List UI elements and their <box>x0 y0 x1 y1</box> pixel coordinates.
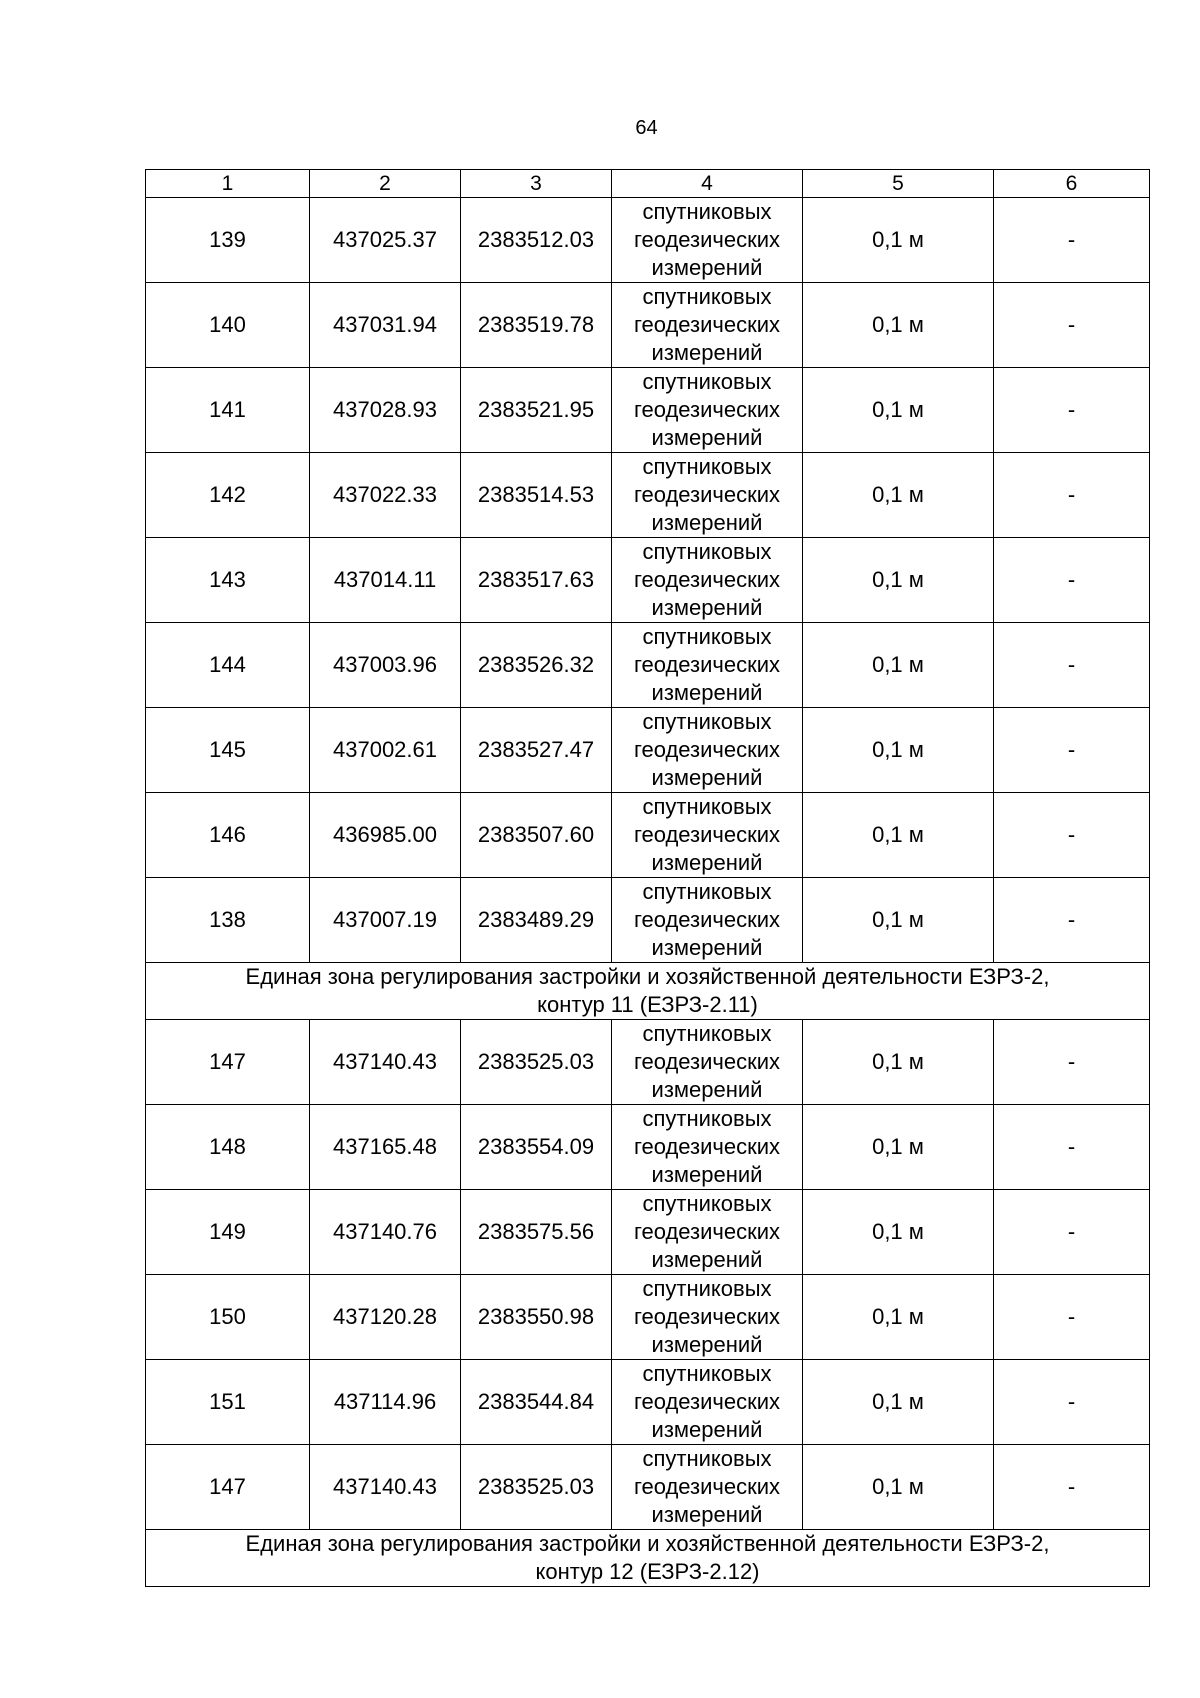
table-row <box>146 198 1150 283</box>
table-row <box>146 623 1150 708</box>
point-number-cell: 144 <box>146 623 310 708</box>
y-coordinate-cell: 2383521.95 <box>461 368 612 453</box>
note-cell: - <box>994 453 1150 538</box>
y-coordinate-cell: 2383526.32 <box>461 623 612 708</box>
y-coordinate-cell: 2383544.84 <box>461 1360 612 1445</box>
x-coordinate-cell: 437014.11 <box>310 538 461 623</box>
accuracy-cell: 0,1 м <box>803 283 994 368</box>
section-row <box>146 963 1150 1020</box>
note-cell: - <box>994 368 1150 453</box>
method-cell: спутниковых геодезических измерений <box>612 1105 803 1190</box>
table-row <box>146 878 1150 963</box>
table-body <box>146 170 1150 1587</box>
coordinates-table <box>145 169 1150 1587</box>
method-cell: спутниковых геодезических измерений <box>612 1445 803 1530</box>
method-cell: спутниковых геодезических измерений <box>612 1275 803 1360</box>
accuracy-cell: 0,1 м <box>803 368 994 453</box>
accuracy-cell: 0,1 м <box>803 198 994 283</box>
section-title <box>146 963 1150 1020</box>
x-coordinate-cell: 437025.37 <box>310 198 461 283</box>
header-cell: 3 <box>461 170 612 198</box>
point-number-cell: 140 <box>146 283 310 368</box>
table-row <box>146 453 1150 538</box>
method-cell: спутниковых геодезических измерений <box>612 708 803 793</box>
note-cell: - <box>994 793 1150 878</box>
method-cell: спутниковых геодезических измерений <box>612 793 803 878</box>
section-row <box>146 1530 1150 1587</box>
note-cell: - <box>994 1445 1150 1530</box>
method-cell: спутниковых геодезических измерений <box>612 1020 803 1105</box>
section-title-line: контур 12 (ЕЗРЗ-2.12) <box>535 1559 760 1584</box>
note-cell: - <box>994 1105 1150 1190</box>
y-coordinate-cell: 2383550.98 <box>461 1275 612 1360</box>
note-cell: - <box>994 1360 1150 1445</box>
table-row <box>146 1360 1150 1445</box>
point-number-cell: 146 <box>146 793 310 878</box>
point-number-cell: 148 <box>146 1105 310 1190</box>
note-cell: - <box>994 708 1150 793</box>
point-number-cell: 147 <box>146 1020 310 1105</box>
table-row <box>146 1020 1150 1105</box>
y-coordinate-cell: 2383512.03 <box>461 198 612 283</box>
table-row <box>146 283 1150 368</box>
method-cell: спутниковых геодезических измерений <box>612 538 803 623</box>
table-row <box>146 1445 1150 1530</box>
x-coordinate-cell: 437165.48 <box>310 1105 461 1190</box>
accuracy-cell: 0,1 м <box>803 623 994 708</box>
method-cell: спутниковых геодезических измерений <box>612 368 803 453</box>
point-number-cell: 149 <box>146 1190 310 1275</box>
accuracy-cell: 0,1 м <box>803 1360 994 1445</box>
note-cell: - <box>994 623 1150 708</box>
header-cell: 4 <box>612 170 803 198</box>
y-coordinate-cell: 2383554.09 <box>461 1105 612 1190</box>
x-coordinate-cell: 437031.94 <box>310 283 461 368</box>
accuracy-cell: 0,1 м <box>803 793 994 878</box>
accuracy-cell: 0,1 м <box>803 1445 994 1530</box>
header-cell: 6 <box>994 170 1150 198</box>
header-cell: 5 <box>803 170 994 198</box>
method-cell: спутниковых геодезических измерений <box>612 198 803 283</box>
method-cell: спутниковых геодезических измерений <box>612 878 803 963</box>
point-number-cell: 145 <box>146 708 310 793</box>
table-row <box>146 1190 1150 1275</box>
table-row <box>146 368 1150 453</box>
x-coordinate-cell: 437140.43 <box>310 1445 461 1530</box>
y-coordinate-cell: 2383525.03 <box>461 1445 612 1530</box>
accuracy-cell: 0,1 м <box>803 453 994 538</box>
x-coordinate-cell: 437007.19 <box>310 878 461 963</box>
method-cell: спутниковых геодезических измерений <box>612 283 803 368</box>
y-coordinate-cell: 2383525.03 <box>461 1020 612 1105</box>
accuracy-cell: 0,1 м <box>803 1105 994 1190</box>
point-number-cell: 143 <box>146 538 310 623</box>
accuracy-cell: 0,1 м <box>803 878 994 963</box>
header-row <box>146 170 1150 198</box>
table-row <box>146 793 1150 878</box>
table-row <box>146 1275 1150 1360</box>
point-number-cell: 142 <box>146 453 310 538</box>
y-coordinate-cell: 2383489.29 <box>461 878 612 963</box>
y-coordinate-cell: 2383519.78 <box>461 283 612 368</box>
point-number-cell: 151 <box>146 1360 310 1445</box>
point-number-cell: 139 <box>146 198 310 283</box>
note-cell: - <box>994 1020 1150 1105</box>
method-cell: спутниковых геодезических измерений <box>612 453 803 538</box>
note-cell: - <box>994 538 1150 623</box>
note-cell: - <box>994 878 1150 963</box>
note-cell: - <box>994 1275 1150 1360</box>
x-coordinate-cell: 436985.00 <box>310 793 461 878</box>
x-coordinate-cell: 437028.93 <box>310 368 461 453</box>
x-coordinate-cell: 437140.76 <box>310 1190 461 1275</box>
point-number-cell: 150 <box>146 1275 310 1360</box>
section-title-line: Единая зона регулирования застройки и хозяйственной деятельности ЕЗРЗ-2, <box>245 1531 1050 1556</box>
table-row <box>146 1105 1150 1190</box>
method-cell: спутниковых геодезических измерений <box>612 1190 803 1275</box>
x-coordinate-cell: 437114.96 <box>310 1360 461 1445</box>
point-number-cell: 147 <box>146 1445 310 1530</box>
y-coordinate-cell: 2383575.56 <box>461 1190 612 1275</box>
x-coordinate-cell: 437002.61 <box>310 708 461 793</box>
point-number-cell: 138 <box>146 878 310 963</box>
point-number-cell: 141 <box>146 368 310 453</box>
x-coordinate-cell: 437120.28 <box>310 1275 461 1360</box>
accuracy-cell: 0,1 м <box>803 708 994 793</box>
y-coordinate-cell: 2383514.53 <box>461 453 612 538</box>
y-coordinate-cell: 2383507.60 <box>461 793 612 878</box>
method-cell: спутниковых геодезических измерений <box>612 1360 803 1445</box>
y-coordinate-cell: 2383517.63 <box>461 538 612 623</box>
section-title-line: Единая зона регулирования застройки и хозяйственной деятельности ЕЗРЗ-2, <box>245 964 1050 989</box>
page-number: 64 <box>635 117 658 139</box>
method-cell: спутниковых геодезических измерений <box>612 623 803 708</box>
header-cell: 2 <box>310 170 461 198</box>
accuracy-cell: 0,1 м <box>803 1020 994 1105</box>
note-cell: - <box>994 198 1150 283</box>
accuracy-cell: 0,1 м <box>803 1275 994 1360</box>
accuracy-cell: 0,1 м <box>803 1190 994 1275</box>
accuracy-cell: 0,1 м <box>803 538 994 623</box>
note-cell: - <box>994 283 1150 368</box>
section-title-line: контур 11 (ЕЗРЗ-2.11) <box>537 992 758 1017</box>
section-title <box>146 1530 1150 1587</box>
table-row <box>146 538 1150 623</box>
x-coordinate-cell: 437022.33 <box>310 453 461 538</box>
note-cell: - <box>994 1190 1150 1275</box>
x-coordinate-cell: 437003.96 <box>310 623 461 708</box>
table-row <box>146 708 1150 793</box>
y-coordinate-cell: 2383527.47 <box>461 708 612 793</box>
x-coordinate-cell: 437140.43 <box>310 1020 461 1105</box>
header-cell: 1 <box>146 170 310 198</box>
